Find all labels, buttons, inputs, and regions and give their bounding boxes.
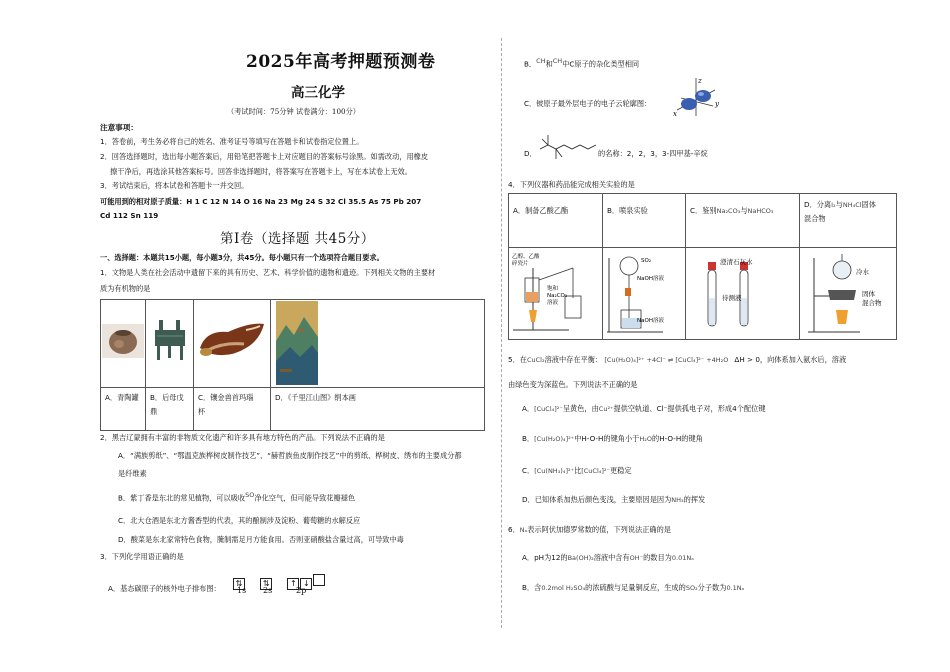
exam-title: 2025年高考押题预测卷 xyxy=(246,52,436,72)
q5-option-b: B．[Cu(H₂O)₄]²⁺中H-O-H的键角小于H₂O的H-O-H的键角 xyxy=(522,434,703,443)
apparatus-label: 固体 xyxy=(862,290,875,298)
q1-option-d: D．《千里江山图》绢本画 xyxy=(271,388,485,431)
q4-apparatus-c xyxy=(686,248,800,340)
q4-option-b: B．喷泉实验 xyxy=(603,194,686,248)
q4-apparatus-d xyxy=(800,248,897,340)
q4-stem: 4．下列仪器和药品能完成相关实验的是 xyxy=(508,180,635,189)
orbital-label: 1s xyxy=(237,586,247,595)
q2-option-c: C．北大仓酒是东北方酱香型的代表，其的酿制涉及淀粉、葡萄糖的水解反应 xyxy=(118,516,361,525)
q3-option-d: D． xyxy=(524,149,537,158)
q1-option-a: A．青陶罐 xyxy=(101,388,146,431)
apparatus-label: Na₂CO₃ xyxy=(547,293,568,299)
q5-stem-cont: 由绿色变为深蓝色。下列说法不正确的是 xyxy=(508,380,638,389)
q1-options-table xyxy=(100,299,485,431)
note-item: 2．回答选择题时，选出每小题答案后，用铅笔把答题卡上对应题目的答案标号涂黑。如需改动，用橡皮 xyxy=(100,152,429,161)
orbital-box: ↓ xyxy=(300,578,312,590)
axis-label: x xyxy=(673,110,677,118)
note-item: 3．考试结束后，将本试卷和答题卡一并交回。 xyxy=(100,181,249,190)
q6-option-b: B．含0.2mol H₂SO₄的浓硫酸与足量铜反应，生成的SO₂分子数为0.1Nₐ xyxy=(522,583,745,592)
p-orbital-diagram xyxy=(671,76,721,118)
apparatus-label: NaOH溶液 xyxy=(637,318,664,324)
apparatus-label: 混合物 xyxy=(862,299,882,307)
atomic-mass-line: 可能用到的相对原子质量：H 1 C 12 N 14 O 16 Na 23 Mg 24 S 32 Cl 35.5 As 75 Pb 207 xyxy=(100,197,422,206)
q2-option-b: B．紫丁香是东北的常见植物，可以吸收SO净化空气，但可能导致花瓣褪色 xyxy=(118,491,356,503)
q5-option-c: C．[Cu(NH₃)₄]²⁺比[CuCl₄]²⁻更稳定 xyxy=(522,466,632,475)
q1-stem: 质为有机物的是 xyxy=(100,284,151,293)
column-divider xyxy=(501,38,502,628)
apparatus-label: 澄清石灰水 xyxy=(720,258,753,266)
exam-info: （考试时间：75分钟 试卷满分：100分） xyxy=(227,107,360,116)
exam-subtitle: 高三化学 xyxy=(291,85,345,101)
section-heading: 第Ⅰ卷（选择题 共45分） xyxy=(220,231,375,247)
apparatus-label: 饱和 xyxy=(547,286,559,292)
note-item: 1．答卷前，考生务必将自己的姓名、准考证号等填写在答题卡和试卷指定位置上。 xyxy=(100,137,364,146)
apparatus-label: 乙醇、乙酸 xyxy=(512,254,540,260)
section-instruction: 一、选择题：本题共15小题，每小题3分，共45分。每小题只有一个选项符合题目要求。 xyxy=(100,253,384,262)
q4-apparatus-a xyxy=(509,248,603,340)
orbital-box xyxy=(313,574,325,586)
q1-image-b xyxy=(146,300,194,388)
q3-option-a: A．基态碳原子的核外电子排布图： xyxy=(108,584,221,593)
q5-stem: 5．在CuCl₂溶液中存在平衡： [Cu(H₂O)₄]²⁺ +4Cl⁻ ⇌ [CuCl₄]²⁻ +4H₂O ΔH > 0，向体系加入氨水后，溶液 xyxy=(508,355,847,364)
apparatus-label: 溶液 xyxy=(547,300,559,306)
q4-option-a: A．制备乙酸乙酯 xyxy=(509,194,603,248)
q4-option-c: C．鉴别Na₂CO₃与NaHCO₃ xyxy=(686,194,800,248)
axis-label: y xyxy=(715,100,719,108)
q3-option-c: C．铍原子最外层电子的电子云轮廓图： xyxy=(524,99,652,108)
skeletal-structure xyxy=(538,133,598,163)
apparatus-label: 冷水 xyxy=(856,268,869,276)
atomic-mass-line: Cd 112 Sn 119 xyxy=(100,211,159,220)
q1-option-b: B．后母戊 鼎 xyxy=(146,388,194,431)
q4-options-table xyxy=(508,193,897,340)
apparatus-label: NaOH溶液 xyxy=(637,276,664,282)
orbital-label: 2p xyxy=(296,586,307,595)
apparatus-label: 待测液 xyxy=(722,294,742,302)
orbital-diagram xyxy=(233,571,326,590)
q6-stem: 6．Nₐ表示阿伏加德罗常数的值，下列说法正确的是 xyxy=(508,525,671,534)
notes-heading: 注意事项： xyxy=(100,123,138,132)
orbital-box: ⇅ xyxy=(233,578,245,590)
q1-image-c xyxy=(194,300,271,388)
q1-stem: 1．文物是人类在社会活动中遗留下来的具有历史、艺术、科学价值的遗物和遗迹。下列相关文物的主要材 xyxy=(100,268,436,277)
note-item: 擦干净后，再选涂其他答案标号。回答非选择题时，将答案写在答题卡上，写在本试卷上无效。 xyxy=(110,167,412,176)
q3-stem: 3．下列化学用语正确的是 xyxy=(100,552,184,561)
orbital-box: ↑ xyxy=(287,578,299,590)
q6-option-a: A．pH为12的Ba(OH)₂溶液中含有OH⁻的数目为0.01Nₐ xyxy=(522,553,694,562)
apparatus-label: 碎瓷片 xyxy=(512,261,529,267)
orbital-box: ⇅ xyxy=(260,578,272,590)
q1-image-d xyxy=(271,300,485,388)
q3-option-b: B．CH和CH中C原子的杂化类型相同 xyxy=(524,57,640,69)
q5-option-a: A．[CuCl₄]²⁻呈黄色，由Cu²⁺提供空轨道、Cl⁻提供孤电子对，形成4个配位键 xyxy=(522,404,766,413)
q2-option-d: D．酸菜是东北家常特色食物，腌制需足月方能食用。否则亚硝酸盐含量过高，可导致中毒 xyxy=(118,535,404,544)
apparatus-label: SO₂ xyxy=(641,258,652,264)
q3-option-d-text: 的名称：2，2，3，3-四甲基-辛烷 xyxy=(598,149,708,158)
q2-option-a-cont: 是纤维素 xyxy=(118,469,147,478)
axis-label: z xyxy=(698,77,702,85)
q2-stem: 2．黑吉辽蒙拥有丰富的非物质文化遗产和许多具有地方特色的产品。下列说法不正确的是 xyxy=(100,433,385,442)
q1-image-a xyxy=(101,300,146,388)
orbital-label: 2s xyxy=(263,586,273,595)
q4-option-d: D．分离I₂与NH₄Cl固体 混合物 xyxy=(800,194,897,248)
q5-option-d: D．已知体系加热后颜色变浅，主要原因是因为NH₃的挥发 xyxy=(522,495,706,504)
q4-apparatus-b xyxy=(603,248,686,340)
q1-option-c: C．镶金兽首玛瑙 杯 xyxy=(194,388,271,431)
q2-option-a: A．“满族剪纸”、“鄂温克族桦树皮制作技艺”、“赫哲族鱼皮制作技艺”中的剪纸、桦树皮、绣布的主要成分都 xyxy=(118,451,462,460)
